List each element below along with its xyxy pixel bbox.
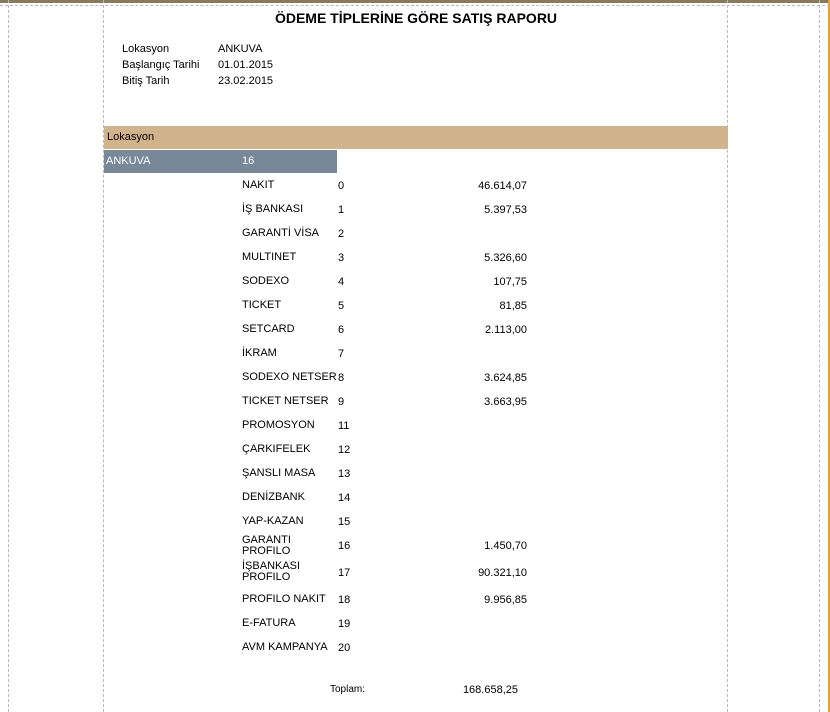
payment-code: 2 [338, 228, 345, 240]
payment-row [0, 348, 830, 372]
meta-value-start-date: 01.01.2015 [218, 59, 274, 71]
meta-label-start-date: Başlangıç Tarihi [122, 59, 200, 71]
payment-amount: 3.624,85 [484, 372, 527, 384]
payment-name: DENİZBANK [242, 491, 305, 503]
payment-code: 14 [338, 492, 351, 504]
payment-name: TICKET NETSER [242, 395, 329, 407]
payment-code: 20 [338, 642, 351, 654]
section-header-band [104, 126, 728, 149]
payment-name: AVM KAMPANYA [242, 641, 328, 653]
payment-name: PROMOSYON [242, 419, 315, 431]
payment-amount: 46.614,07 [478, 180, 527, 192]
payment-amount: 81,85 [499, 300, 527, 312]
payment-row [0, 444, 830, 468]
payment-name: NAKIT [242, 179, 275, 191]
payment-row [0, 396, 830, 420]
payment-name: MULTINET [242, 251, 297, 263]
payment-name: İŞ BANKASI [242, 203, 304, 215]
payment-row [0, 594, 830, 618]
report-title: ÖDEME TİPLERİNE GÖRE SATIŞ RAPORU [274, 10, 558, 26]
payment-row [0, 276, 830, 300]
payment-code: 11 [338, 420, 350, 432]
payment-amount: 5.397,53 [484, 204, 527, 216]
payment-amount: 9.956,85 [484, 594, 527, 606]
payment-code: 0 [338, 180, 345, 192]
payment-row [0, 468, 830, 492]
payment-row [0, 492, 830, 516]
payment-code: 16 [338, 540, 351, 552]
payment-row [0, 300, 830, 324]
payment-name: YAP-KAZAN [242, 515, 304, 527]
payment-amount: 90.321,10 [478, 567, 527, 579]
page-top-border [0, 0, 830, 3]
payment-row [0, 204, 830, 228]
payment-name: İKRAM [242, 347, 277, 359]
payment-row [0, 535, 830, 559]
total-label: Toplam: [330, 684, 366, 695]
payment-amount: 5.326,60 [484, 252, 527, 264]
payment-amount: 2.113,00 [484, 324, 527, 336]
group-code: 16 [242, 155, 255, 167]
payment-amount: 3.663,95 [484, 396, 527, 408]
section-header-label: Lokasyon [107, 131, 155, 143]
payment-row [0, 372, 830, 396]
payment-code: 13 [338, 468, 351, 480]
payment-row [0, 180, 830, 204]
payment-row [0, 561, 830, 585]
payment-code: 17 [338, 567, 351, 579]
meta-value-end-date: 23.02.2015 [218, 75, 274, 87]
payment-row [0, 420, 830, 444]
margin-guide-top [0, 5, 830, 6]
payment-code: 18 [338, 594, 351, 606]
payment-name: E-FATURA [242, 617, 296, 629]
payment-name: SODEXO [242, 275, 290, 287]
payment-code: 1 [338, 204, 345, 216]
group-name: ANKUVA [106, 155, 151, 167]
payment-name: PROFILO NAKIT [242, 593, 326, 605]
payment-name: ÇARKIFELEK [242, 443, 311, 455]
payment-name: SETCARD [242, 323, 295, 335]
payment-row [0, 618, 830, 642]
payment-name: GARANTI PROFILO [242, 534, 291, 557]
payment-code: 7 [338, 348, 345, 360]
payment-amount: 1.450,70 [484, 540, 527, 552]
payment-row [0, 642, 830, 666]
payment-code: 12 [338, 444, 351, 456]
payment-amount: 107,75 [493, 276, 527, 288]
payment-name: ŞANSLI MASA [242, 467, 316, 479]
payment-code: 4 [338, 276, 345, 288]
payment-code: 15 [338, 516, 351, 528]
meta-label-location: Lokasyon [122, 43, 170, 55]
payment-code: 6 [338, 324, 345, 336]
payment-row [0, 228, 830, 252]
payment-code: 19 [338, 618, 351, 630]
payment-name: GARANTİ VİSA [242, 227, 320, 239]
payment-name: SODEXO NETSER [242, 371, 337, 383]
payment-row [0, 324, 830, 348]
meta-value-location: ANKUVA [218, 43, 263, 55]
payment-name: İŞBANKASI PROFILO [242, 560, 301, 583]
payment-code: 3 [338, 252, 345, 264]
payment-code: 5 [338, 300, 345, 312]
group-header [104, 150, 337, 173]
payment-row [0, 252, 830, 276]
total-value: 168.658,25 [462, 684, 518, 696]
meta-label-end-date: Bitiş Tarih [122, 75, 170, 87]
payment-code: 8 [338, 372, 345, 384]
payment-code: 9 [338, 396, 345, 408]
payment-name: TICKET [242, 299, 282, 311]
